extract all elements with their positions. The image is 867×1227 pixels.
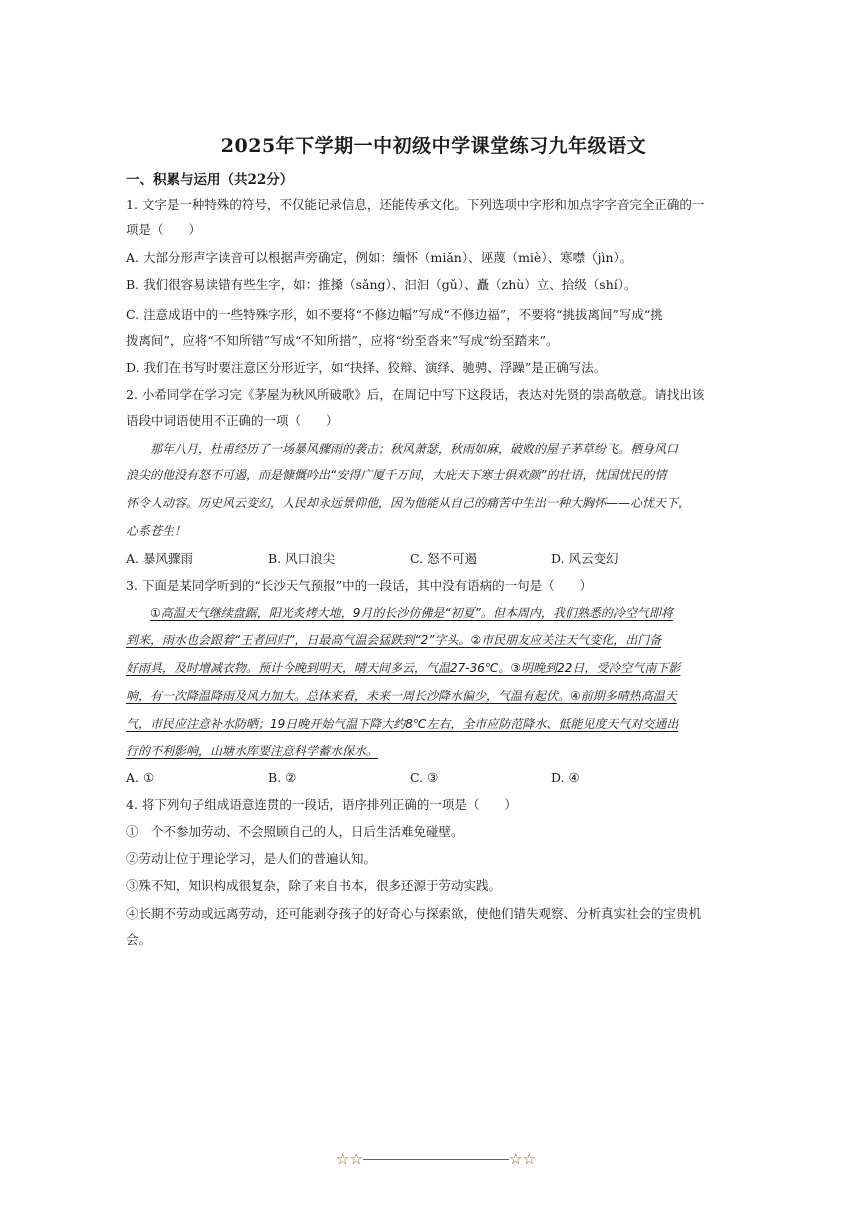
q3-passage-line2: 到来，雨水也会跟着“王者回归”，日最高气温会猛跌到“2”字头。②市民朋友应关注天气变化，出门备 xyxy=(126,633,662,647)
q3-passage-line4: 响，有一次降温降雨及风力加大。总体来看，未来一周长沙降水偏少，气温有起伏。④前期多晴热高温天 xyxy=(126,689,677,703)
q1-stem-line1: 1. 文字是一种特殊的符号，不仅能记录信息，还能传承文化。下列选项中字形和加点字字音完全正确的一 xyxy=(126,197,705,212)
q1-option-a: A. 大部分形声字读音可以根据声旁确定，例如：缅怀（miǎn）、诬蔑（miè）、寒噤（jìn）。 xyxy=(126,250,633,265)
q2-option-b: B. 风口浪尖 xyxy=(268,551,336,566)
q4-stem: 4. 将下列句子组成语意连贯的一段话，语序排列正确的一项是（ ） xyxy=(126,797,517,812)
q2-option-d: D. 风云变幻 xyxy=(551,551,619,566)
footer-divider xyxy=(363,1159,509,1160)
q3-stem: 3. 下面是某同学听到的“长沙天气预报”中的一段话，其中没有语病的一句是（ ） xyxy=(126,578,593,593)
q1-stem-line2: 项是（ ） xyxy=(126,222,202,237)
q3-option-d: D. ④ xyxy=(551,770,580,785)
q4-sentence-4-line2: 会。 xyxy=(126,932,152,947)
q2-passage-line2: 浪尖的他没有怒不可遏，而是慷慨吟出“安得广厦千万间，大庇天下寒士俱欢颜”的壮语，忧国忧民的情 xyxy=(126,468,667,482)
star-icon: ☆☆ xyxy=(509,1150,536,1168)
q4-sentence-2: ②劳动让位于理论学习，是人们的普遍认知。 xyxy=(126,851,377,866)
q4-sentence-3: ③殊不知，知识构成很复杂，除了来自书本，很多还源于劳动实践。 xyxy=(126,878,502,893)
section-heading: 一、积累与运用（共22分） xyxy=(126,172,294,188)
q3-passage-line6: 行的不利影响，山塘水库要注意科学蓄水保水。 xyxy=(126,744,379,758)
q1-option-d: D. 我们在书写时要注意区分形近字，如“抉择、狡辩、演绎、驰骋、浮躁”是正确写法。 xyxy=(126,360,607,375)
star-icon: ☆☆ xyxy=(336,1150,363,1168)
q2-option-c: C. 怒不可遏 xyxy=(410,551,478,566)
q3-passage-line3: 好雨具，及时增减衣物。预计今晚到明天，晴天间多云，气温27-36℃。③明晚到22日，受冷空气南下影 xyxy=(126,661,681,675)
q1-option-c-line1: C. 注意成语中的一些特殊字形，如不要将“不修边幅”写成“不修边福”，不要将“挑拔离间”写成“挑 xyxy=(126,307,663,322)
q3-option-a: A. ① xyxy=(126,770,155,785)
q3-option-c: C. ③ xyxy=(410,770,439,785)
q3-option-b: B. ② xyxy=(268,770,297,785)
q2-passage-line3: 怀令人动容。历史风云变幻，人民却永远景仰他，因为他能从自己的痛苦中生出一种大胸怀——心忧天下， xyxy=(126,496,691,510)
q2-passage-line4: 心系苍生！ xyxy=(126,524,187,538)
q3-passage-line1: ①高温天气继续盘踞，阳光炙烤大地，9月的长沙仿佛是“初夏”。但本周内，我们熟悉的冷空气即将 xyxy=(150,606,673,620)
q1-option-c-line2: 拨离间”，应将“不知所错”写成“不知所措”，应将“纷至沓来”写成“纷至踏来”。 xyxy=(126,333,559,348)
q2-stem-line1: 2. 小希同学在学习完《茅屋为秋风所破歌》后，在周记中写下这段话，表达对先贤的崇高敬意。请找出该 xyxy=(126,387,705,402)
q4-sentence-4-line1: ④长期不劳动或远离劳动，还可能剥夺孩子的好奇心与探索欲，使他们错失观察、分析真实社会的宝贵机 xyxy=(126,906,702,921)
q1-option-b: B. 我们很容易读错有些生字，如：推搡（sǎng）、汩汩（gǔ）、矗（zhù）立、拾级（shí）。 xyxy=(126,277,637,292)
exam-title: 2025年下学期一中初级中学课堂练习九年级语文 xyxy=(220,135,647,157)
q2-stem-line2: 语段中词语使用不正确的一项（ ） xyxy=(126,413,339,428)
footer-ornament xyxy=(336,1150,536,1170)
q2-passage-line1: 那年八月，杜甫经历了一场暴风骤雨的袭击；秋风萧瑟，秋雨如麻，破败的屋子茅草纷飞。栖身风口 xyxy=(150,442,679,456)
q3-passage-line5: 气，市民应注意补水防晒；19日晚开始气温下降大约8℃左右，全市应防范降水、低能见度天气对交通出 xyxy=(126,717,679,731)
q2-option-a: A. 暴风骤雨 xyxy=(126,551,193,566)
q4-sentence-1: ① 个不参加劳动、不会照顾自己的人，日后生活难免碰壁。 xyxy=(126,824,464,839)
